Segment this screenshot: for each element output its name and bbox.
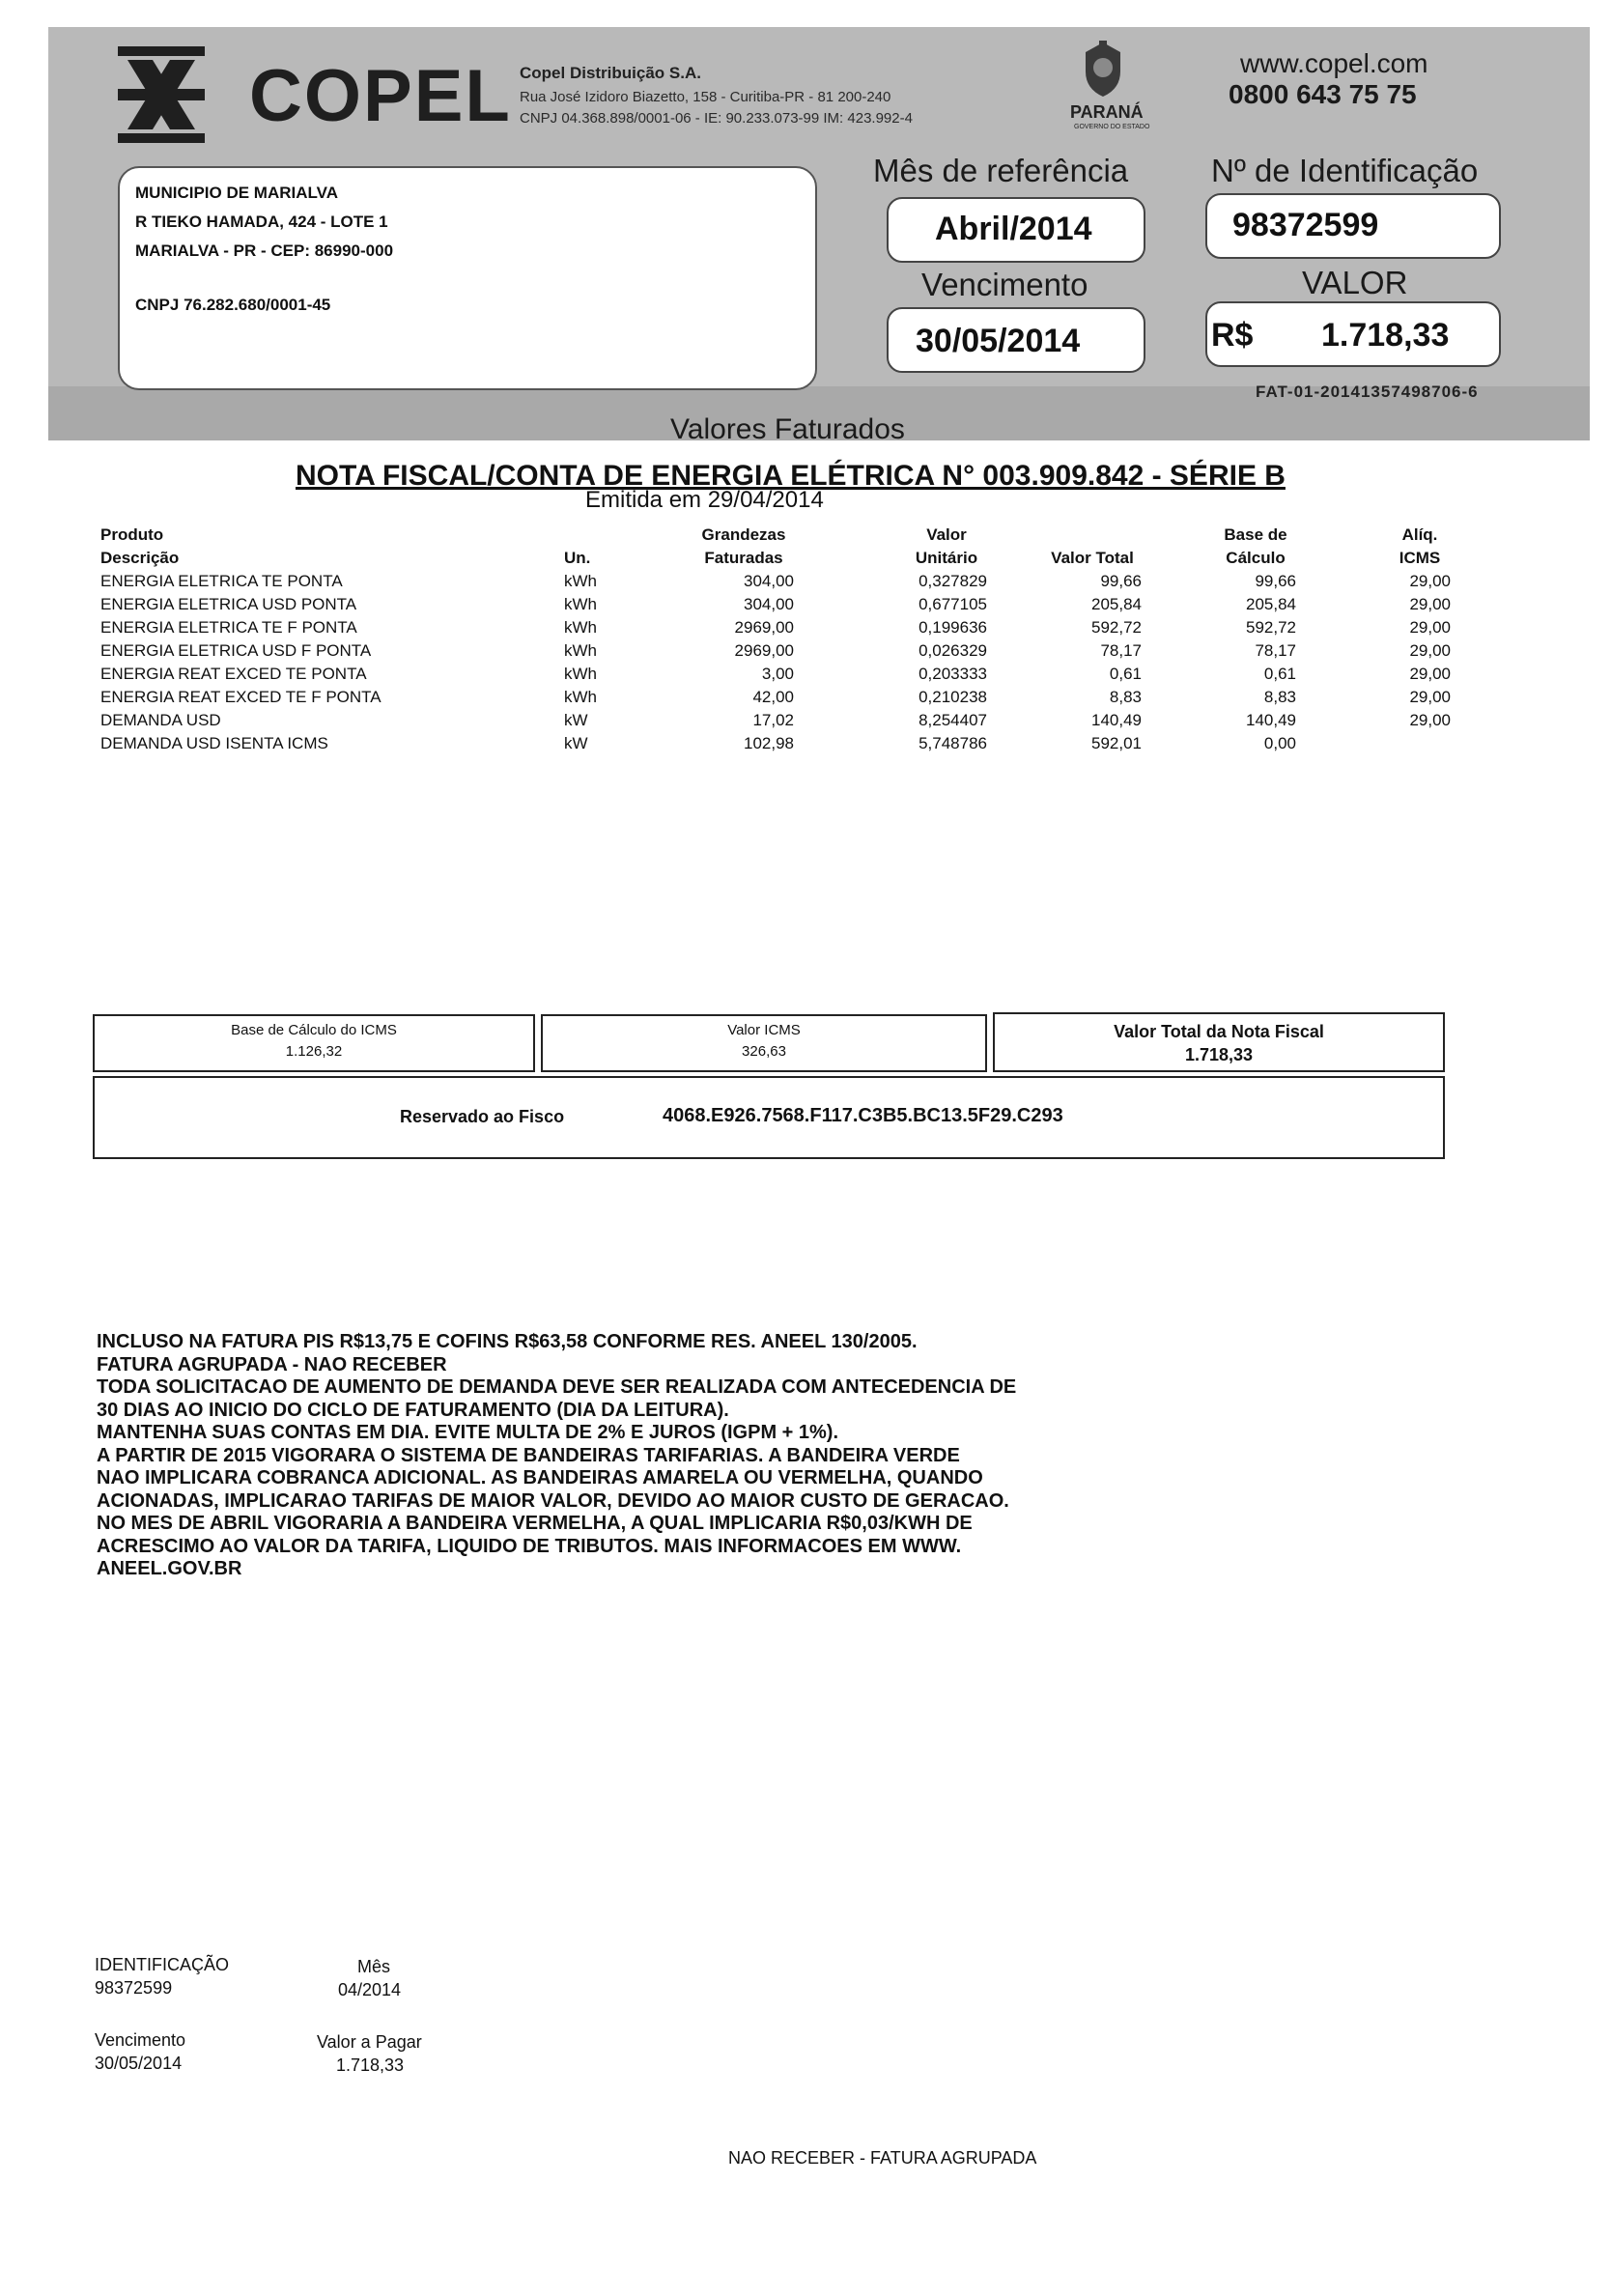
state-name: PARANÁ (1070, 102, 1144, 122)
row-aliq: 29,00 (1409, 665, 1451, 683)
currency-symbol: R$ (1211, 317, 1254, 354)
fisco-label: Reservado ao Fisco (400, 1107, 565, 1126)
icms-value-box (541, 1014, 987, 1072)
header-unitario: Unitário (915, 549, 978, 567)
row-total: 8,83 (1109, 688, 1142, 706)
header-valor: Valor (926, 525, 967, 544)
row-base: 78,17 (1255, 641, 1296, 660)
row-desc: ENERGIA REAT EXCED TE F PONTA (100, 688, 382, 706)
row-qty: 17,02 (752, 711, 794, 729)
row-unit: kWh (564, 641, 597, 660)
row-unit: kW (564, 711, 588, 729)
amount-value: 1.718,33 (1321, 317, 1450, 354)
invoice-code: FAT-01-20141357498706-6 (1256, 383, 1479, 401)
message-line: ACIONADAS, IMPLICARAO TARIFAS DE MAIOR VALOR, DEVIDO AO MAIOR CUSTO DE GERACAO. (97, 1489, 1009, 1512)
due-date-value: 30/05/2014 (916, 323, 1081, 359)
footer-id-value: 98372599 (95, 1978, 173, 1998)
section-title: Valores Faturados (670, 413, 905, 445)
fisco-box (93, 1076, 1445, 1159)
amount-label: VALOR (1302, 265, 1408, 300)
message-line: FATURA AGRUPADA - NAO RECEBER (97, 1353, 447, 1375)
row-unit-value: 0,677105 (919, 595, 987, 613)
row-unit-value: 5,748786 (919, 734, 987, 752)
invoice-messages (97, 1331, 1352, 1581)
icms-base-value: 1.126,32 (285, 1043, 343, 1060)
row-aliq: 29,00 (1409, 618, 1451, 637)
header-unit: Un. (564, 549, 591, 567)
row-unit: kWh (564, 688, 597, 706)
identification-label: Nº de Identificação (1211, 153, 1479, 188)
row-base: 205,84 (1246, 595, 1296, 613)
row-total: 78,17 (1100, 641, 1142, 660)
footer-id-label: IDENTIFICAÇÃO (95, 1955, 230, 1974)
row-unit-value: 0,203333 (919, 665, 987, 683)
header-produto: Produto (100, 525, 164, 544)
row-unit: kWh (564, 595, 597, 613)
row-total: 140,49 (1091, 711, 1142, 729)
issue-date: Emitida em 29/04/2014 (585, 487, 824, 513)
header-valor-total: Valor Total (1051, 549, 1134, 567)
nota-fiscal-title: NOTA FISCAL/CONTA DE ENERGIA ELÉTRICA N° 003.909.842 - SÉRIE B (296, 460, 1286, 492)
icms-value-label: Valor ICMS (727, 1022, 801, 1038)
reference-month-label: Mês de referência (873, 153, 1129, 188)
row-unit-value: 0,026329 (919, 641, 987, 660)
header-icms: ICMS (1399, 549, 1441, 567)
row-desc: DEMANDA USD ISENTA ICMS (100, 734, 328, 752)
icms-base-label: Base de Cálculo do ICMS (231, 1022, 397, 1038)
row-unit-value: 8,254407 (919, 711, 987, 729)
company-name: Copel Distribuição S.A. (520, 64, 701, 82)
reference-month-value: Abril/2014 (935, 211, 1092, 247)
footer-notice: NAO RECEBER - FATURA AGRUPADA (728, 2148, 1037, 2168)
row-unit-value: 0,327829 (919, 572, 987, 590)
row-desc: ENERGIA ELETRICA TE F PONTA (100, 618, 357, 637)
customer-cnpj: CNPJ 76.282.680/0001-45 (135, 296, 331, 314)
message-line: 30 DIAS AO INICIO DO CICLO DE FATURAMENTO (DIA DA LEITURA). (97, 1399, 729, 1421)
row-desc: ENERGIA ELETRICA TE PONTA (100, 572, 343, 590)
icms-base-box (93, 1014, 535, 1072)
row-unit: kWh (564, 665, 597, 683)
company-ids: CNPJ 04.368.898/0001-06 - IE: 90.233.073-99 IM: 423.992-4 (520, 110, 913, 127)
row-desc: ENERGIA ELETRICA USD PONTA (100, 595, 357, 613)
row-desc: ENERGIA ELETRICA USD F PONTA (100, 641, 372, 660)
icms-value: 326,63 (742, 1043, 786, 1060)
header-faturadas: Faturadas (704, 549, 783, 567)
row-aliq: 29,00 (1409, 595, 1451, 613)
footer-pay-label: Valor a Pagar (317, 2032, 422, 2052)
row-base: 0,00 (1263, 734, 1296, 752)
footer-pay-value: 1.718,33 (336, 2055, 405, 2075)
row-total: 592,72 (1091, 618, 1142, 637)
header-grandezas: Grandezas (701, 525, 786, 544)
website-link[interactable]: www.copel.com (1240, 48, 1428, 78)
footer-month-value: 04/2014 (338, 1980, 402, 1999)
phone-number: 0800 643 75 75 (1229, 79, 1417, 109)
customer-name: MUNICIPIO DE MARIALVA (135, 184, 338, 202)
due-date-label: Vencimento (921, 267, 1088, 302)
message-line: TODA SOLICITACAO DE AUMENTO DE DEMANDA DEVE SER REALIZADA COM ANTECEDENCIA DE (97, 1376, 1017, 1398)
message-line: ANEEL.GOV.BR (97, 1558, 242, 1579)
footer-due-label: Vencimento (95, 2030, 186, 2050)
company-address: Rua José Izidoro Biazetto, 158 - Curitiba-PR - 81 200-240 (520, 89, 891, 105)
row-total: 99,66 (1100, 572, 1142, 590)
row-total: 592,01 (1091, 734, 1142, 752)
invoice-total-box (993, 1012, 1445, 1072)
identification-value: 98372599 (1232, 207, 1379, 243)
invoice-total-value: 1.718,33 (1184, 1045, 1254, 1064)
row-desc: ENERGIA REAT EXCED TE PONTA (100, 665, 367, 683)
row-unit: kW (564, 734, 588, 752)
row-qty: 304,00 (744, 572, 794, 590)
invoice-total-label: Valor Total da Nota Fiscal (1114, 1022, 1324, 1041)
row-qty: 2969,00 (734, 618, 794, 637)
footer-month-label: Mês (357, 1957, 391, 1976)
row-qty: 42,00 (752, 688, 794, 706)
row-qty: 102,98 (744, 734, 794, 752)
message-line: A PARTIR DE 2015 VIGORARA O SISTEMA DE BANDEIRAS TARIFARIAS. A BANDEIRA VERDE (97, 1444, 960, 1466)
row-base: 8,83 (1263, 688, 1296, 706)
customer-street: R TIEKO HAMADA, 424 - LOTE 1 (135, 213, 388, 231)
message-line: NAO IMPLICARA COBRANCA ADICIONAL. AS BANDEIRAS AMARELA OU VERMELHA, QUANDO (97, 1467, 983, 1488)
row-base: 592,72 (1246, 618, 1296, 637)
row-qty: 2969,00 (734, 641, 794, 660)
header-calculo: Cálculo (1226, 549, 1286, 567)
customer-city: MARIALVA - PR - CEP: 86990-000 (135, 241, 394, 260)
row-aliq: 29,00 (1409, 641, 1451, 660)
state-subtitle: GOVERNO DO ESTADO (1074, 124, 1150, 130)
message-line: NO MES DE ABRIL VIGORARIA A BANDEIRA VERMELHA, A QUAL IMPLICARIA R$0,03/KWH DE (97, 1513, 973, 1534)
items-table (0, 0, 1611, 773)
header-aliq: Alíq. (1401, 525, 1438, 544)
row-base: 0,61 (1263, 665, 1296, 683)
row-base: 140,49 (1246, 711, 1296, 729)
company-logo-text: COPEL (249, 55, 512, 137)
footer-due-value: 30/05/2014 (95, 2054, 183, 2073)
row-unit: kWh (564, 618, 597, 637)
row-base: 99,66 (1255, 572, 1296, 590)
message-line: ACRESCIMO AO VALOR DA TARIFA, LIQUIDO DE TRIBUTOS. MAIS INFORMACOES EM WWW. (97, 1535, 962, 1557)
message-line: MANTENHA SUAS CONTAS EM DIA. EVITE MULTA DE 2% E JUROS (IGPM + 1%). (97, 1422, 839, 1443)
row-unit-value: 0,210238 (919, 688, 987, 706)
row-unit: kWh (564, 572, 597, 590)
row-qty: 3,00 (761, 665, 794, 683)
row-aliq: 29,00 (1409, 688, 1451, 706)
row-aliq: 29,00 (1409, 572, 1451, 590)
row-qty: 304,00 (744, 595, 794, 613)
row-total: 205,84 (1091, 595, 1142, 613)
row-unit-value: 0,199636 (919, 618, 987, 637)
row-total: 0,61 (1109, 665, 1142, 683)
message-line: INCLUSO NA FATURA PIS R$13,75 E COFINS R$63,58 CONFORME RES. ANEEL 130/2005. (97, 1331, 918, 1352)
header-base: Base de (1224, 525, 1287, 544)
header-descricao: Descrição (100, 549, 180, 567)
row-aliq: 29,00 (1409, 711, 1451, 729)
fisco-code: 4068.E926.7568.F117.C3B5.BC13.5F29.C293 (663, 1105, 1063, 1126)
row-desc: DEMANDA USD (100, 711, 221, 729)
